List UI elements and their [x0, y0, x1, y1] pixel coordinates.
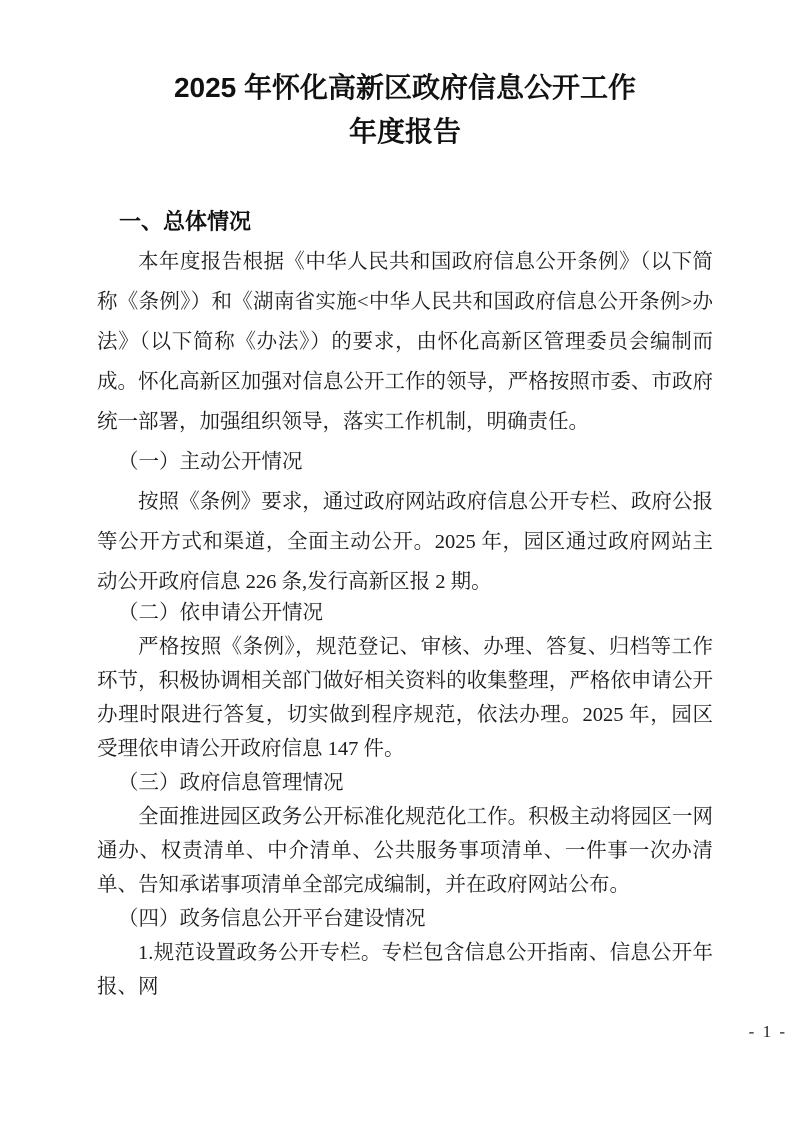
- subsection-heading-1: （一）主动公开情况: [118, 451, 303, 473]
- paragraph-upon-request: 严格按照《条例》，规范登记、审核、办理、答复、归档等工作环节，积极协调相关部门做好相关资料的收集整理，严格依申请公开办理时限进行答复，切实做到程序规范，依法办理。2025 年，园区受理依申请公开政府信息 147 件。: [97, 636, 713, 760]
- document-title: [97, 0, 713, 154]
- paragraph-proactive-disclosure: 按照《条例》要求，通过政府网站政府信息公开专栏、政府公报等公开方式和渠道，全面主动公开。2025 年，园区通过政府网站主动公开政府信息 226 条,发行高新区报 2 期。: [97, 491, 713, 593]
- paragraph-platform-construction: 1.规范设置政务公开专栏。专栏包含信息公开指南、信息公开年报、网: [97, 942, 713, 998]
- content-block-lower: [97, 596, 713, 1004]
- content-block-upper: [97, 202, 713, 602]
- subsection-heading-2: （二）依申请公开情况: [118, 602, 323, 624]
- section-heading-overview: 一、总体情况: [119, 209, 252, 234]
- document-title-line-1: 2025 年怀化高新区政府信息公开工作: [173, 72, 637, 103]
- subsection-heading-4: （四）政务信息公开平台建设情况: [118, 908, 426, 930]
- page-number: - 1 -: [748, 1022, 787, 1041]
- document-title-line-2: 年度报告: [348, 116, 461, 147]
- paragraph-info-management: 全面推进园区政务公开标准化规范化工作。积极主动将园区一网通办、权责清单、中介清单、公共服务事项清单、一件事一次办清单、告知承诺事项清单全部完成编制，并在政府网站公布。: [97, 806, 713, 896]
- paragraph-basis: 本年度报告根据《中华人民共和国政府信息公开条例》（以下简称《条例》）和《湖南省实施<中华人民共和国政府信息公开条例>办法》（以下简称《办法》）的要求，由怀化高新区管理委员会编制而成。怀化高新区加强对信息公开工作的领导，严格按照市委、市政府统一部署，加强组织领导，落实工作机制，明确责任。: [97, 251, 713, 433]
- subsection-heading-3: （三）政府信息管理情况: [118, 772, 344, 794]
